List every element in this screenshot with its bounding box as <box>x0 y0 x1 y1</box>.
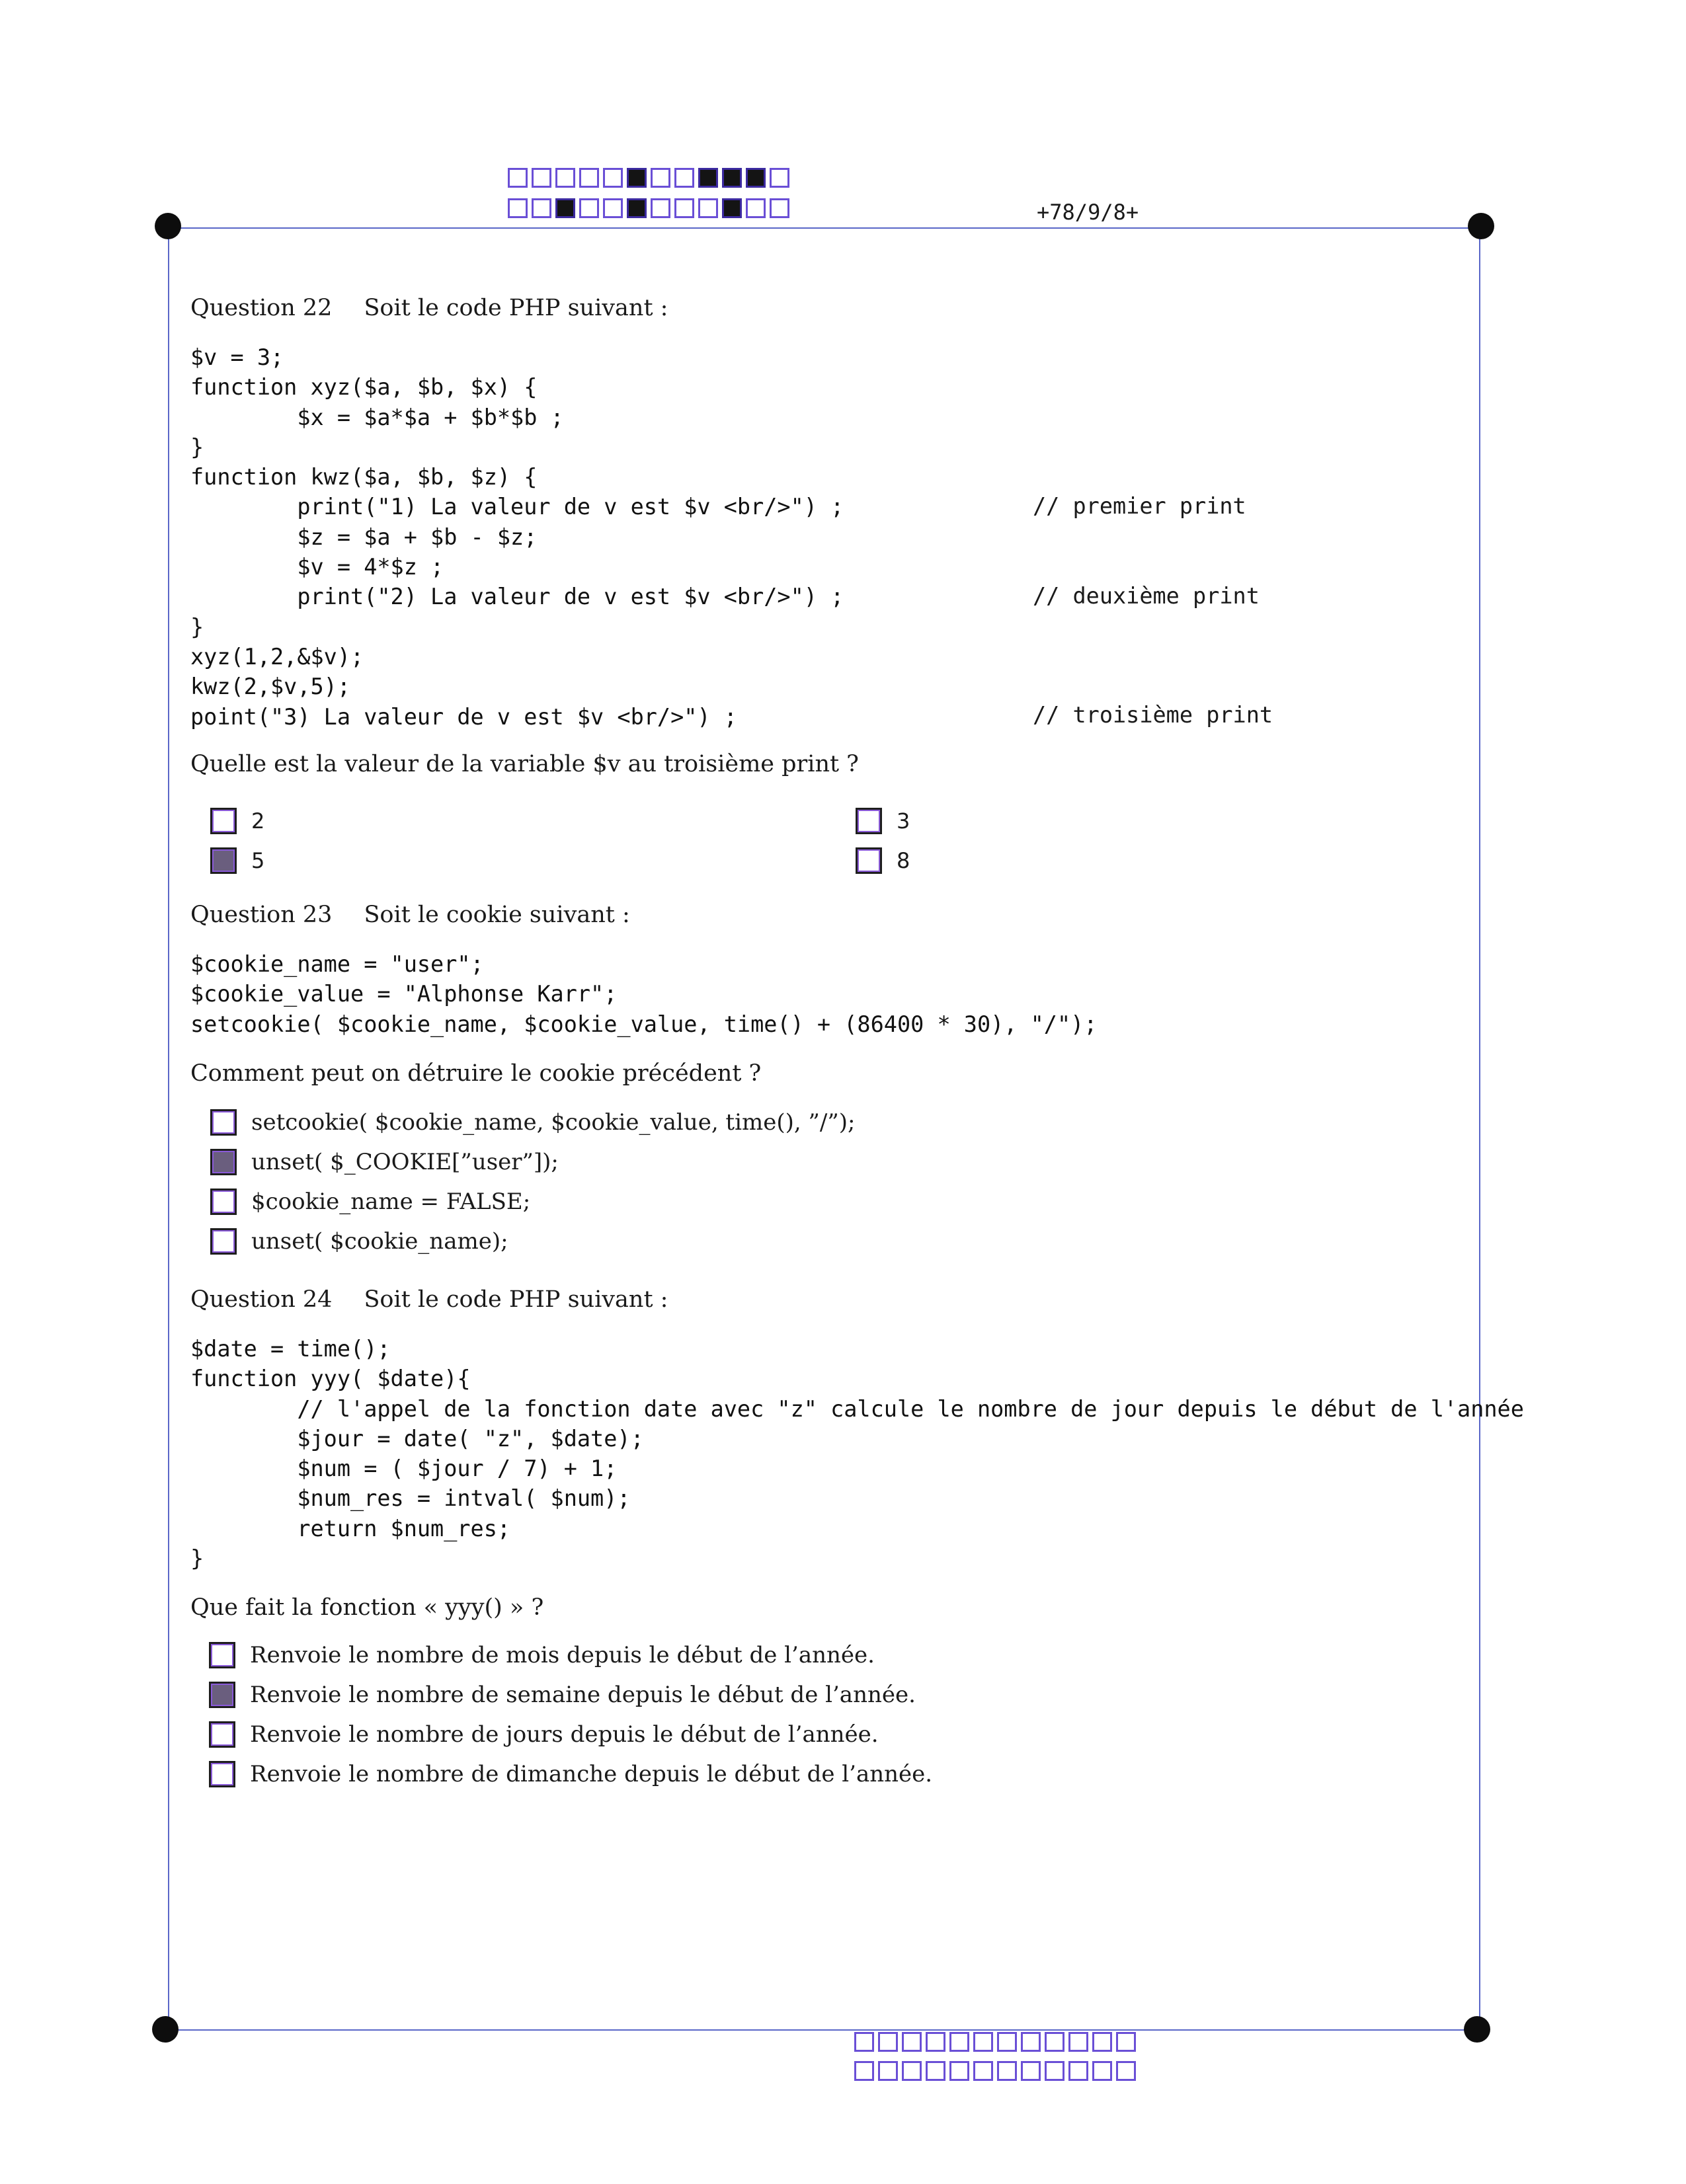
code-cell <box>651 198 670 218</box>
q22-comment-first: // premier print <box>1033 493 1246 519</box>
id-code-row-top-2 <box>508 198 793 218</box>
code-cell <box>997 2061 1017 2081</box>
code-cell <box>770 168 789 188</box>
code-cell <box>949 2032 969 2052</box>
q22-checkbox-8[interactable] <box>856 847 882 874</box>
code-cell <box>698 198 718 218</box>
code-cell <box>722 168 742 188</box>
code-cell <box>1068 2032 1088 2052</box>
code-cell <box>997 2032 1017 2052</box>
q24-checkbox-2[interactable] <box>209 1682 235 1708</box>
code-cell <box>1116 2032 1136 2052</box>
code-cell <box>674 168 694 188</box>
code-cell <box>579 198 599 218</box>
q22-option-2[interactable]: 2 <box>210 808 264 834</box>
q24-option-3[interactable]: Renvoie le nombre de jours depuis le début de l’année. <box>209 1721 879 1748</box>
code-cell <box>854 2032 874 2052</box>
code-cell <box>878 2061 898 2081</box>
q22-comment-third: // troisième print <box>1033 702 1273 728</box>
code-cell <box>973 2032 993 2052</box>
code-cell <box>854 2061 874 2081</box>
q22-option-8[interactable]: 8 <box>856 847 910 874</box>
q22-checkbox-3[interactable] <box>856 808 882 834</box>
code-cell <box>902 2032 922 2052</box>
code-cell <box>746 198 766 218</box>
id-code-row-top-1 <box>508 168 793 188</box>
code-cell <box>878 2032 898 2052</box>
q24-checkbox-1[interactable] <box>209 1642 235 1668</box>
q23-checkbox-1[interactable] <box>210 1109 237 1136</box>
q22-option-5[interactable]: 5 <box>210 847 264 874</box>
code-cell <box>926 2032 945 2052</box>
corner-mark-bottom-right <box>1464 2016 1490 2043</box>
question-number: Question 23 <box>190 902 333 928</box>
code-cell <box>1092 2061 1112 2081</box>
code-cell <box>770 198 789 218</box>
code-cell <box>627 198 647 218</box>
code-cell <box>1045 2061 1064 2081</box>
question-intro: Soit le cookie suivant : <box>364 902 630 928</box>
code-cell <box>627 168 647 188</box>
code-cell <box>1116 2061 1136 2081</box>
code-cell <box>603 168 623 188</box>
id-code-row-bottom-2 <box>854 2061 1140 2081</box>
question-intro: Soit le code PHP suivant : <box>364 295 668 321</box>
code-cell <box>949 2061 969 2081</box>
code-cell <box>674 198 694 218</box>
q24-option-2[interactable]: Renvoie le nombre de semaine depuis le début de l’année. <box>209 1682 916 1708</box>
question-23-heading <box>190 902 630 928</box>
code-cell <box>1068 2061 1088 2081</box>
q24-question: Que fait la fonction « yyy() » ? <box>190 1594 544 1621</box>
code-cell <box>1021 2061 1041 2081</box>
question-intro: Soit le code PHP suivant : <box>364 1286 668 1313</box>
q23-checkbox-3[interactable] <box>210 1189 237 1215</box>
corner-mark-top-right <box>1468 213 1494 239</box>
q22-checkbox-2[interactable] <box>210 808 237 834</box>
code-cell <box>926 2061 945 2081</box>
q23-checkbox-4[interactable] <box>210 1228 237 1255</box>
code-cell <box>579 168 599 188</box>
code-cell <box>651 168 670 188</box>
q24-option-4[interactable]: Renvoie le nombre de dimanche depuis le début de l’année. <box>209 1761 932 1787</box>
code-cell <box>532 168 551 188</box>
code-cell <box>1045 2032 1064 2052</box>
code-cell <box>555 198 575 218</box>
code-cell <box>746 168 766 188</box>
question-22-heading <box>190 295 668 321</box>
q22-comment-second: // deuxième print <box>1033 583 1260 609</box>
q22-code-block: $v = 3; function xyz($a, $b, $x) { $x = $a*$a + $b*$b ; } function kwz($a, $b, $z) { print("1) La valeur de v est $v <br/>") ; $z = $a + $b - $z; $v = 4*$z ; print("2) La valeur de v est $v <br/>") ; } xyz(1,2,&$v); kwz(2,$v,5); point("3) La valeur de v est $v <br/>") ; <box>190 344 844 730</box>
q22-checkbox-5[interactable] <box>210 847 237 874</box>
code-cell <box>902 2061 922 2081</box>
question-number: Question 22 <box>190 295 333 321</box>
q23-code-block: $cookie_name = "user"; $cookie_value = "Alphonse Karr"; setcookie( $cookie_name, $cookie_value, time() + (86400 * 30), "/"); <box>190 951 1098 1037</box>
code-cell <box>508 168 528 188</box>
corner-mark-top-left <box>155 213 181 239</box>
q24-code-block: $date = time(); function yyy( $date){ // l'appel de la fonction date avec "z" calcule le nombre de jour depuis le début de l'année $jour = date( "z", $date); $num = ( $jour / 7) + 1; $num_res = intval( $num); return $num_res; } <box>190 1336 1524 1572</box>
code-cell <box>698 168 718 188</box>
q23-option-1[interactable]: setcookie( $cookie_name, $cookie_value, time(), ”/”); <box>210 1109 855 1136</box>
code-cell <box>555 168 575 188</box>
q23-checkbox-2[interactable] <box>210 1149 237 1175</box>
code-cell <box>1021 2032 1041 2052</box>
q23-option-4[interactable]: unset( $cookie_name); <box>210 1228 508 1255</box>
q23-question: Comment peut on détruire le cookie précédent ? <box>190 1060 762 1087</box>
q22-option-3[interactable]: 3 <box>856 808 910 834</box>
code-cell <box>722 198 742 218</box>
code-cell <box>603 198 623 218</box>
question-number: Question 24 <box>190 1286 333 1313</box>
page-code: +78/9/8+ <box>1037 200 1139 225</box>
code-cell <box>508 198 528 218</box>
q23-option-2[interactable]: unset( $_COOKIE[”user”]); <box>210 1149 559 1175</box>
code-cell <box>973 2061 993 2081</box>
id-code-row-bottom-1 <box>854 2032 1140 2052</box>
question-24-heading <box>190 1286 668 1313</box>
q23-option-3[interactable]: $cookie_name = FALSE; <box>210 1189 530 1215</box>
q22-question: Quelle est la valeur de la variable $v au troisième print ? <box>190 751 859 777</box>
q24-option-1[interactable]: Renvoie le nombre de mois depuis le début de l’année. <box>209 1642 875 1668</box>
q24-checkbox-4[interactable] <box>209 1761 235 1787</box>
q24-checkbox-3[interactable] <box>209 1721 235 1748</box>
code-cell <box>532 198 551 218</box>
corner-mark-bottom-left <box>152 2016 179 2043</box>
code-cell <box>1092 2032 1112 2052</box>
